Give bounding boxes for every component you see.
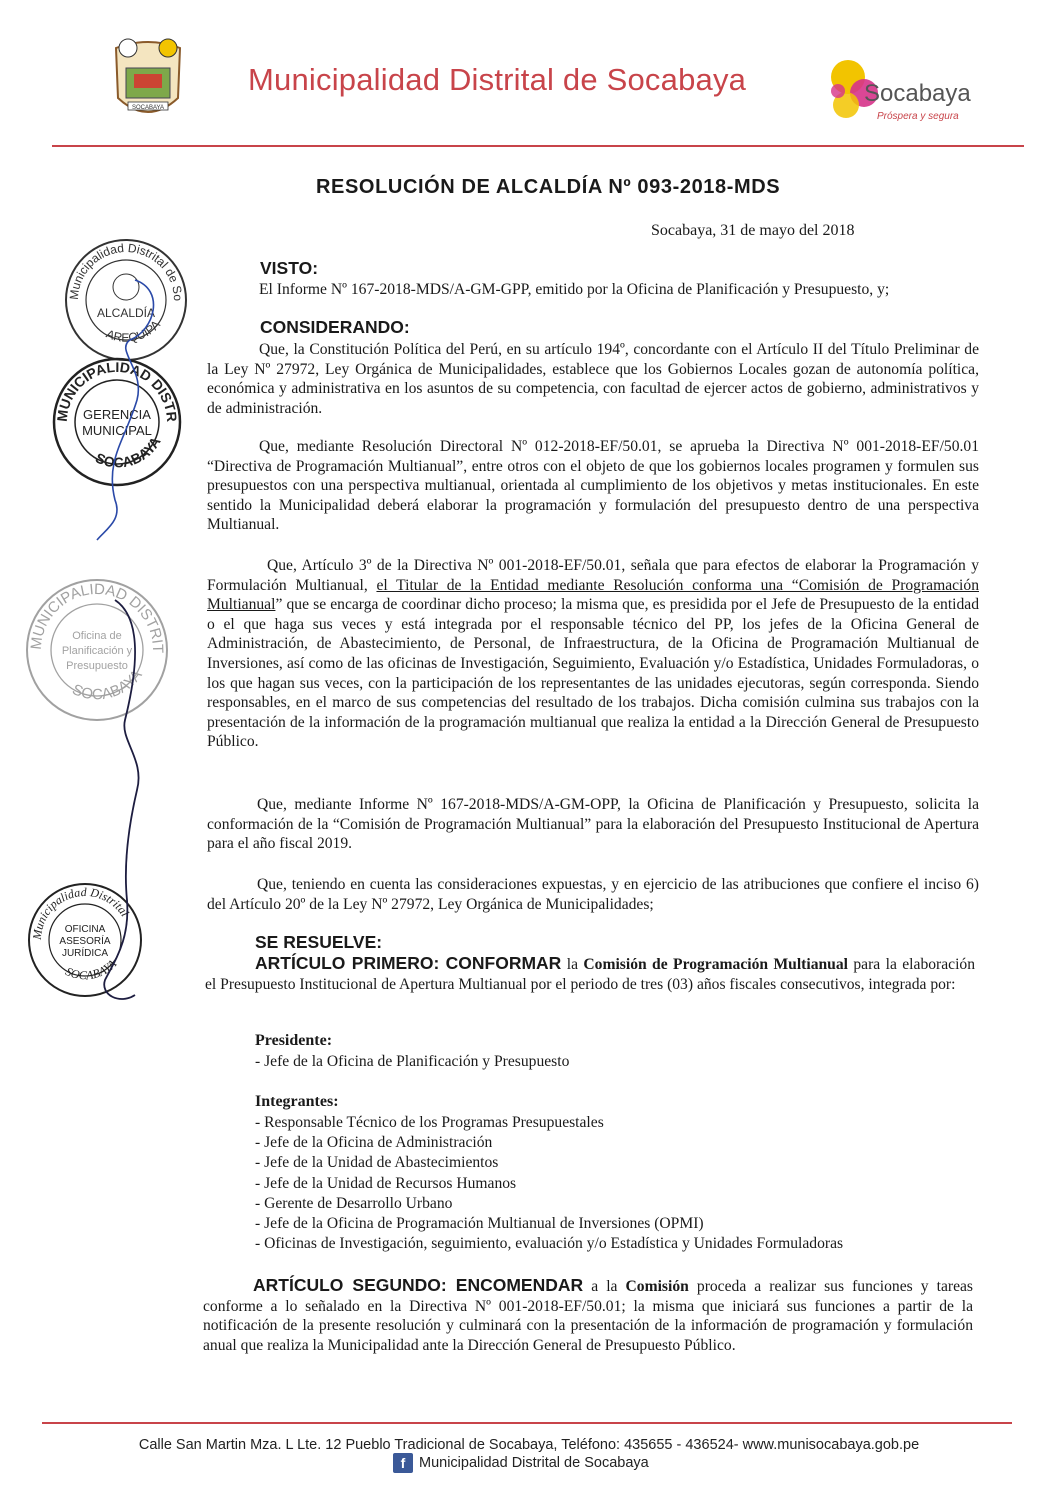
considerando-paragraph-5: Que, teniendo en cuenta las consideraciones expuestas, y en ejercicio de las atribuciones que confiere el inciso 6) del Artículo 20º de la Ley Nº 27972, Ley Orgánica de Municipalidades;: [207, 876, 979, 913]
considerando-paragraph-2: Que, mediante Resolución Directoral Nº 012-2018-EF/50.01, se aprueba la Directiva Nº 001-2018-EF/50.01 “Directiva de Programación Multianual”, entre otros con el objeto de que los gobiernos locales programen y formulen sus presupuestos con una perspectiva multianual, orientada al cumplimiento de los objetivos y metas institucionales. En este sentido la Municipalidad deberá elaborar la programación y formulación del presupuesto dentro de una perspectiva Multianual.: [207, 438, 979, 534]
svg-text:GERENCIA: GERENCIA: [83, 407, 151, 422]
underlined-commission-clause: el Titular de la Entidad mediante Resolución conforma una “Comisión de Programación Multianual: [207, 576, 979, 614]
resolution-title: RESOLUCIÓN DE ALCALDÍA Nº 093-2018-MDS: [316, 176, 781, 198]
footer-address: Calle San Martin Mza. L Lte. 12 Pueblo Tradicional de Socabaya, Teléfono: 435655 - 436524- www.munisocabaya.gob.pe: [138, 1437, 920, 1453]
facebook-page-name: Municipalidad Distrital de Socabaya: [419, 1455, 649, 1471]
svg-text:MUNICIPALIDAD DISTRITAL: MUNICIPALIDAD DISTR: [53, 358, 181, 423]
handwritten-signature: [75, 260, 185, 1020]
svg-text:Municipalidad Distrital de Soc: Municipalidad Distrital de So: [66, 240, 186, 302]
list-item: - Oficinas de Investigación, seguimiento, evaluación y/o Estadística y Unidades Formuladoras: [255, 1235, 844, 1253]
list-item: - Responsable Técnico de los Programas Presupuestales: [255, 1114, 604, 1131]
integrantes-heading: Integrantes:: [255, 1093, 339, 1110]
svg-text:SOCABAYA: SOCABAYA: [69, 666, 146, 704]
se-resuelve-heading: SE RESUELVE:: [255, 932, 383, 952]
svg-text:Oficina de: Oficina de: [72, 630, 122, 642]
municipal-crest-logo: [98, 28, 198, 128]
svg-text:JURÍDICA: JURÍDICA: [61, 948, 109, 959]
integrantes-list: [255, 1113, 843, 1254]
articulo-segundo-label: ARTÍCULO SEGUNDO: ENCOMENDAR: [253, 1275, 584, 1295]
socabaya-brand-logo: [822, 55, 987, 130]
articulo-primero: ARTÍCULO PRIMERO: CONFORMAR la Comisión de Programación Multianual para la elaboración el Presupuesto Institucional de Apertura Multianual por el periodo de tres (03) años fiscales consecutivos, integrada por:: [205, 953, 975, 993]
facebook-icon: f: [393, 1453, 413, 1473]
list-item: - Jefe de la Unidad de Recursos Humanos: [255, 1174, 517, 1192]
svg-text:OFICINA: OFICINA: [64, 924, 106, 935]
svg-text:Municipalidad Distrital: Municipalidad Distrital: [29, 884, 133, 941]
visto-heading: VISTO:: [260, 258, 319, 278]
list-item: - Jefe de la Oficina de Programación Multianual de Inversiones (OPMI): [255, 1215, 704, 1233]
brand-tagline: Próspera y segura: [877, 111, 959, 122]
svg-text:SOCABAYA: SOCABAYA: [93, 433, 164, 471]
header-divider: [52, 145, 1024, 147]
considerando-heading: CONSIDERANDO:: [260, 317, 410, 337]
articulo-segundo: ARTÍCULO SEGUNDO: ENCOMENDAR a la Comisión proceda a realizar sus funciones y tareas conforme a lo señalado en la Directiva Nº 001-2018-EF/50.01; la misma que iniciará sus funciones a partir de la notificación de la presente resolución y culminará con la presentación de la información de programación y formulación anual que realiza la Municipalidad ante la Dirección General de Presupuesto Público.: [203, 1275, 974, 1354]
svg-text:MUNICIPAL: MUNICIPAL: [82, 423, 152, 438]
header-title: Municipalidad Distrital de Socabaya: [248, 62, 747, 97]
svg-text:Presupuesto: Presupuesto: [66, 660, 128, 672]
list-item: - Jefe de la Unidad de Abastecimientos: [255, 1154, 499, 1172]
articulo-primero-label: ARTÍCULO PRIMERO: CONFORMAR: [255, 953, 562, 973]
considerando-paragraph-4: Que, mediante Informe Nº 167-2018-MDS/A-GM-OPP, la Oficina de Planificación y Presupuesto, solicita la conformación de la “Comisión de Programación Multianual” para la elaboración del Presupuesto Institucional de Apertura para el año fiscal 2019.: [207, 796, 979, 853]
document-date: Socabaya, 31 de mayo del 2018: [651, 222, 855, 239]
presidente-list: [255, 1052, 569, 1072]
svg-text:ASESORÍA: ASESORÍA: [59, 936, 111, 947]
svg-text:AREQUIPA: AREQUIPA: [104, 317, 163, 345]
footer-facebook: [393, 1453, 649, 1473]
svg-text:MUNICIPALIDAD DISTRITAL: MUNICIPALIDAD DISTRIT: [27, 580, 167, 653]
brand-name: Socabaya: [864, 80, 971, 107]
considerando-paragraph-3: Que, Artículo 3º de la Directiva Nº 001-2018-EF/50.01, señala que para efectos de elaborar la Programación y Formulación Multianual, el Titular de la Entidad mediante Resolución conforma una “Comisión de Programación Multianual” que se encarga de coordinar dicho proceso; la misma que, es presidida por el Jefe de Presupuesto de la entidad o el que haga sus veces y está integrada por el responsable técnico del PP, los jefes de la Oficina General de Administración, de Abastecimiento, de Personal, de Infraestructura, de la Oficina de Programación Multianual de Inversiones, así como de las oficinas de Investigación, Seguimiento, Evaluación y/o Estadística, Unidades Formuladoras, o los que hagan sus veces, con la participación de los representantes de las unidades ejecutoras, según corresponda. Siendo responsables, en el marco de sus competencias del resultado de los trabajos. Dicha comisión culmina sus trabajos con la presentación de la información de la programación multianual que realiza la entidad a la Dirección General de Presupuesto Público.: [207, 557, 979, 751]
visto-text: El Informe Nº 167-2018-MDS/A-GM-GPP, emitido por la Oficina de Planificación y Presupuesto, y;: [259, 281, 890, 298]
svg-text:ALCALDÍA: ALCALDÍA: [96, 306, 156, 320]
list-item: - Gerente de Desarrollo Urbano: [255, 1194, 453, 1212]
list-item: - Jefe de la Oficina de Administración: [255, 1134, 493, 1152]
presidente-heading: Presidente:: [255, 1032, 333, 1049]
footer-divider: [42, 1422, 1012, 1424]
svg-text:Planificación y: Planificación y: [61, 645, 133, 657]
considerando-paragraph-1: Que, la Constitución Política del Perú, en su artículo 194º, concordante con el Artículo II del Título Preliminar de la Ley Nº 27972, Ley Orgánica de Municipalidades, establece que los Gobiernos Locales gozan de autonomía política, económica y administrativa en los asuntos de su competencia, con facultad de ejercer actos de gobierno, administrativos y de administración.: [207, 341, 979, 417]
svg-text:SOCABAYA: SOCABAYA: [131, 105, 165, 111]
list-item: - Jefe de la Oficina de Planificación y Presupuesto: [255, 1053, 570, 1070]
svg-text:SOCABAYA: SOCABAYA: [63, 956, 120, 983]
